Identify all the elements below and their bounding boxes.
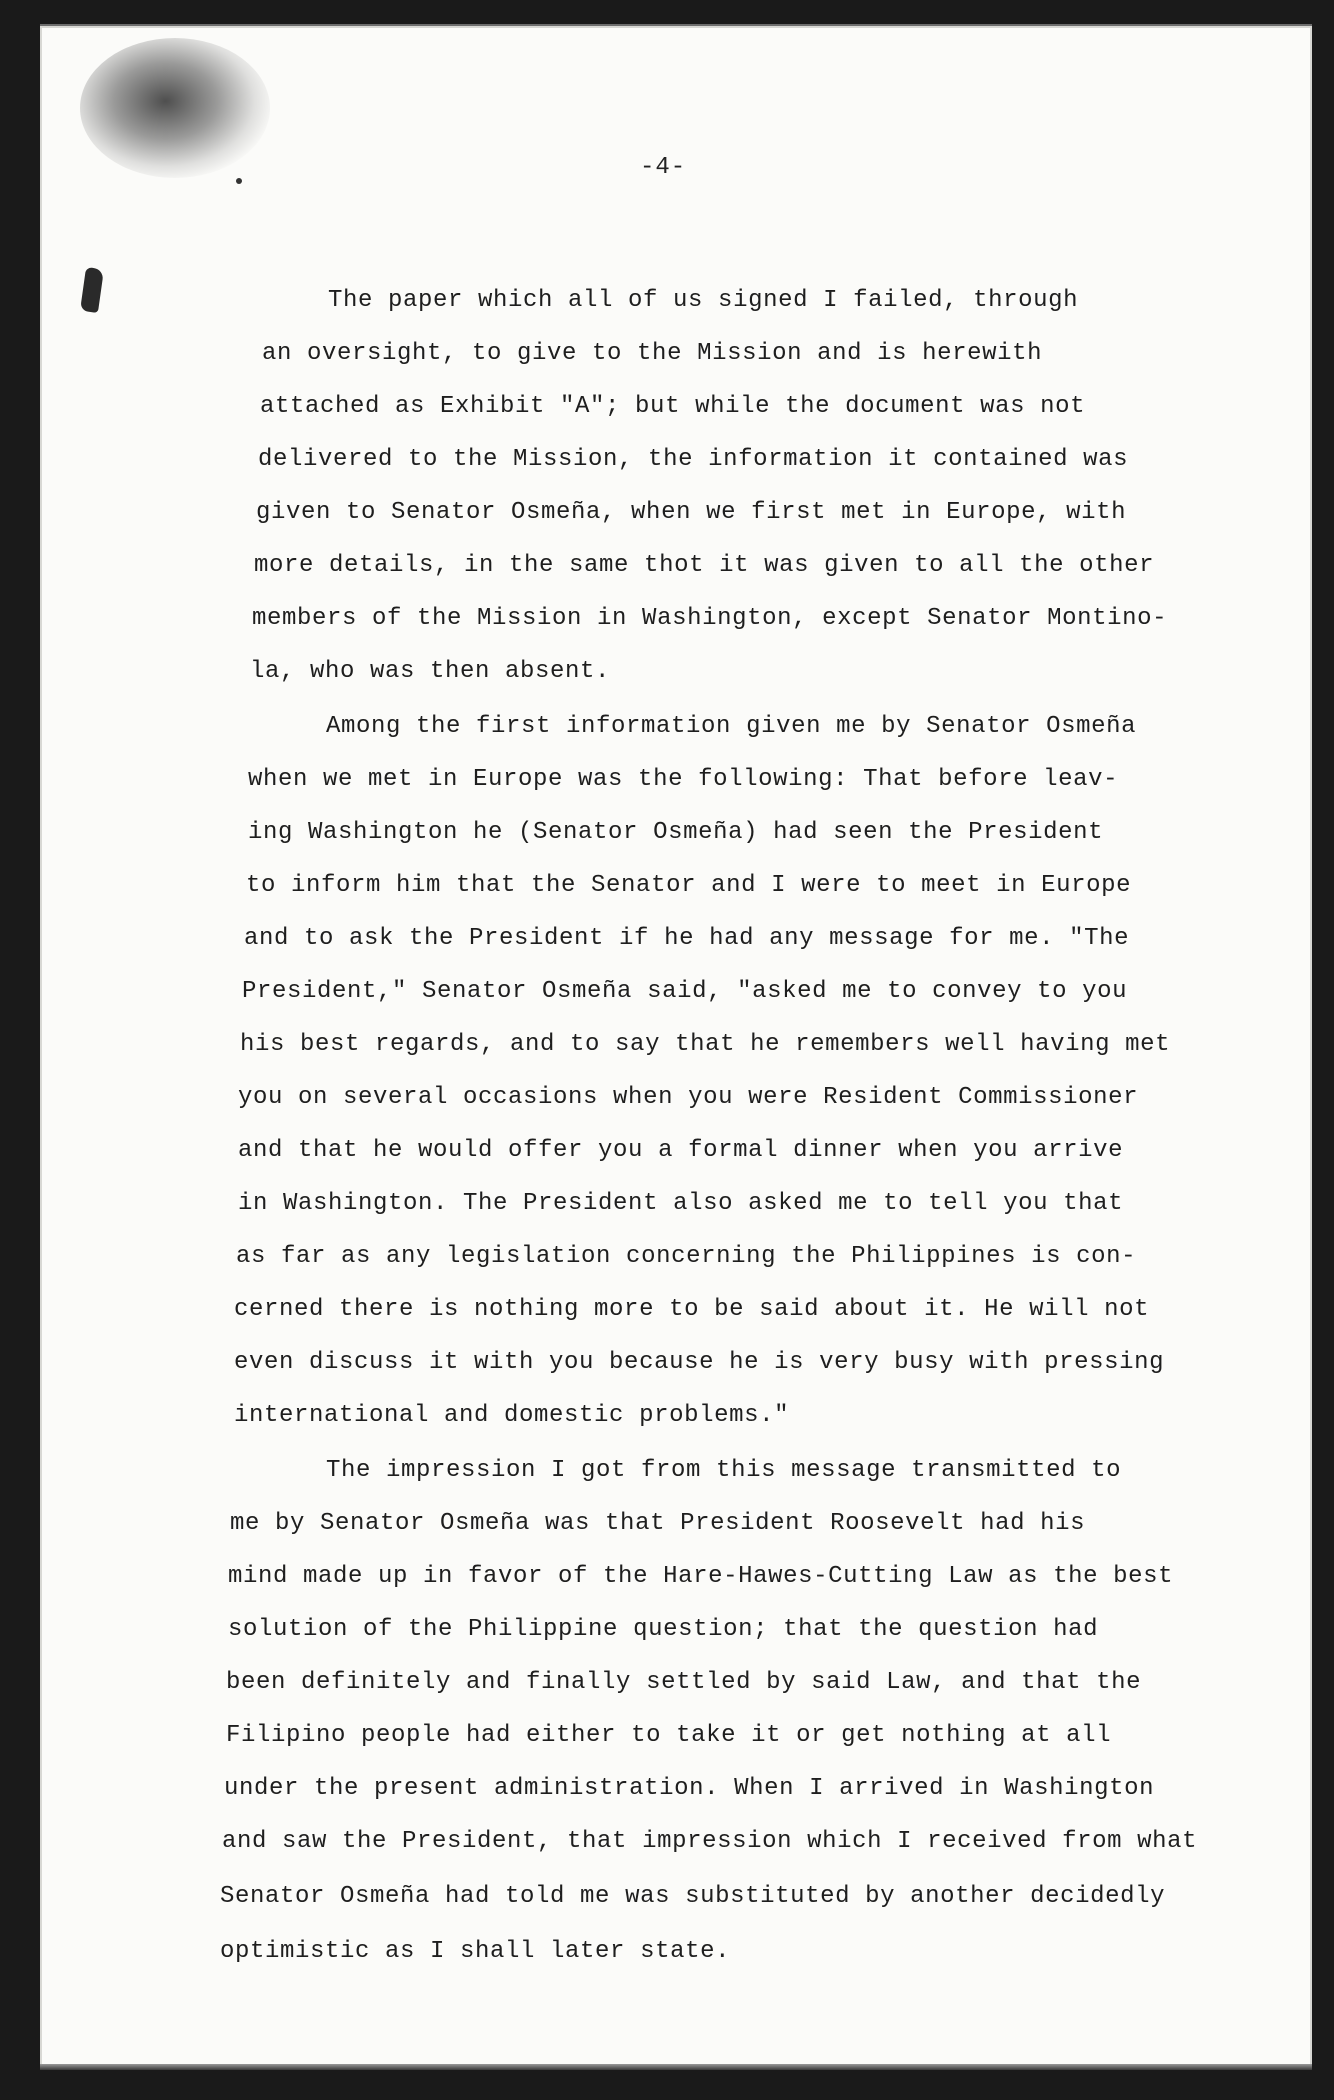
- text-line: his best regards, and to say that he remembers well having met: [240, 1031, 1171, 1058]
- text-line: me by Senator Osmeña was that President Roosevelt had his: [230, 1510, 1086, 1537]
- text-line: when we met in Europe was the following: That before leav-: [248, 766, 1119, 793]
- text-line: in Washington. The President also asked me to tell you that: [238, 1190, 1124, 1217]
- text-line: to inform him that the Senator and I were to meet in Europe: [246, 872, 1132, 899]
- text-line: been definitely and finally settled by said Law, and that the: [226, 1669, 1142, 1696]
- text-line: delivered to the Mission, the information it contained was: [258, 446, 1129, 473]
- text-line: as far as any legislation concerning the Philippines is con-: [236, 1243, 1137, 1270]
- text-line: Senator Osmeña had told me was substituted by another decidedly: [220, 1883, 1166, 1910]
- page-number: -4-: [640, 154, 687, 181]
- text-line: Among the first information given me by Senator Osmeña: [326, 713, 1137, 740]
- text-line: ing Washington he (Senator Osmeña) had seen the President: [248, 819, 1104, 846]
- text-line: and that he would offer you a formal dinner when you arrive: [238, 1137, 1124, 1164]
- text-line: even discuss it with you because he is very busy with pressing: [234, 1349, 1165, 1376]
- text-line: The impression I got from this message transmitted to: [326, 1457, 1122, 1484]
- text-line: members of the Mission in Washington, except Senator Montino-: [252, 605, 1168, 632]
- text-line: international and domestic problems.": [234, 1402, 790, 1429]
- text-line: optimistic as I shall later state.: [220, 1938, 731, 1965]
- text-line: The paper which all of us signed I failed, through: [328, 287, 1079, 314]
- text-line: under the present administration. When I arrived in Washington: [224, 1775, 1155, 1802]
- text-line: given to Senator Osmeña, when we first met in Europe, with: [256, 499, 1127, 526]
- text-line: President," Senator Osmeña said, "asked me to convey to you: [242, 978, 1128, 1005]
- text-line: solution of the Philippine question; that the question had: [228, 1616, 1099, 1643]
- text-line: mind made up in favor of the Hare-Hawes-Cutting Law as the best: [228, 1563, 1174, 1590]
- text-line: Filipino people had either to take it or get nothing at all: [226, 1722, 1112, 1749]
- text-line: attached as Exhibit "A"; but while the document was not: [260, 393, 1086, 420]
- text-line: and to ask the President if he had any message for me. "The: [244, 925, 1130, 952]
- text-line: more details, in the same thot it was given to all the other: [254, 552, 1155, 579]
- text-line: cerned there is nothing more to be said about it. He will not: [234, 1296, 1150, 1323]
- text-line: and saw the President, that impression which I received from what: [222, 1828, 1198, 1855]
- text-line: an oversight, to give to the Mission and is herewith: [262, 340, 1043, 367]
- text-line: la, who was then absent.: [250, 658, 611, 685]
- text-line: you on several occasions when you were Resident Commissioner: [238, 1084, 1139, 1111]
